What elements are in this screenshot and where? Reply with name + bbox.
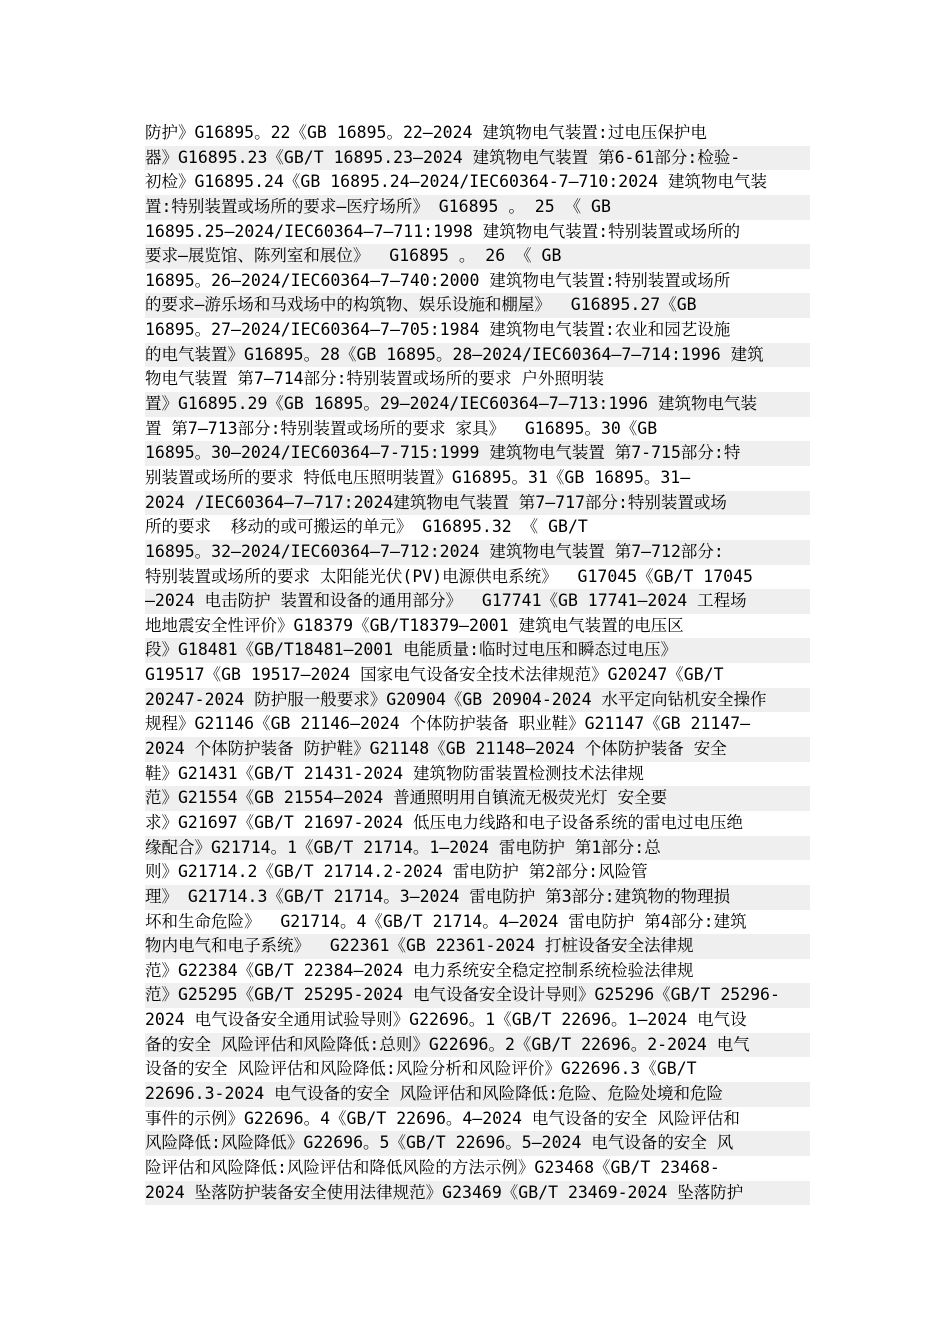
text-line: 置》G16895.29《GB 16895。29—2024/IEC60364—7—713:1996 建筑物电气装 [145, 392, 810, 417]
text-line: 的要求—游乐场和马戏场中的构筑物、娱乐设施和棚屋》 G16895.27《GB [145, 293, 810, 318]
text-line: 范》G22384《GB/T 22384—2024 电力系统安全稳定控制系统检验法律规 [145, 960, 694, 980]
text-line: 16895。32—2024/IEC60364—7—712:2024 建筑物电气装置 第7—712部分: [145, 540, 810, 565]
text-line: 范》G25295《GB/T 25295-2024 电气设备安全设计导则》G25296《GB/T 25296- [145, 983, 810, 1008]
text-line: 22696.3-2024 电气设备的安全 风险评估和风险降低:危险、危险处境和危险 [145, 1082, 810, 1107]
text-line: 物内电气和电子系统》 G22361《GB 22361-2024 打桩设备安全法律规 [145, 934, 810, 959]
text-line: 防护》G16895。22《GB 16895。22—2024 建筑物电气装置:过电压保护电 [145, 123, 707, 142]
text-line: 理》 G21714.3《GB/T 21714。3—2024 雷电防护 第3部分:建筑物的物理损 [145, 885, 810, 910]
text-line: 16895。27—2024/IEC60364—7—705:1984 建筑物电气装置:农业和园艺设施 [145, 320, 731, 340]
text-line: 置:特别装置或场所的要求–医疗场所》 G16895 。 25 《 GB [145, 195, 810, 220]
text-line: 20247-2024 防护服一般要求》G20904《GB 20904-2024 水平定向钻机安全操作 [145, 688, 810, 713]
text-line: 初检》G16895.24《GB 16895.24—2024/IEC60364-7—710:2024 建筑物电气装 [145, 172, 767, 192]
text-line: 险评估和风险降低:风险评估和降低风险的方法示例》G23468《GB/T 23468- [145, 1157, 720, 1177]
text-line: 要求—展览馆、陈列室和展位》 G16895 。 26 《 GB [145, 244, 810, 269]
text-line: 鞋》G21431《GB/T 21431-2024 建筑物防雷装置检测技术法律规 [145, 763, 645, 783]
text-line: 坏和生命危险》 G21714。4《GB/T 21714。4—2024 雷电防护 第4部分:建筑 [145, 911, 747, 931]
text-line: 2024 /IEC60364—7—717:2024建筑物电气装置 第7—717部分:特别装置或场 [145, 491, 810, 516]
text-line: 规程》G21146《GB 21146—2024 个体防护装备 职业鞋》G21147《GB 21147— [145, 714, 751, 734]
text-line: 的电气装置》G16895。28《GB 16895。28—2024/IEC60364—7—714:1996 建筑 [145, 343, 810, 368]
text-line: 设备的安全 风险评估和风险降低:风险分析和风险评价》G22696.3《GB/T [145, 1059, 697, 1079]
text-line: 2024 个体防护装备 防护鞋》G21148《GB 21148—2024 个体防护装备 安全 [145, 737, 810, 762]
text-line: 风险降低:风险降低》G22696。5《GB/T 22696。5—2024 电气设备的安全 风 [145, 1131, 810, 1156]
text-line: 求》G21697《GB/T 21697-2024 低压电力线路和电子设备系统的雷电过电压绝 [145, 812, 744, 832]
text-line: 范》G21554《GB 21554—2024 普通照明用自镇流无极荧光灯 安全要 [145, 786, 810, 811]
text-line: 16895。30—2024/IEC60364—7-715:1999 建筑物电气装置 第7-715部分:特 [145, 441, 810, 466]
text-line: 16895.25—2024/IEC60364—7—711:1998 建筑物电气装置:特别装置或场所的 [145, 221, 741, 241]
text-line: 物电气装置 第7—714部分:特别装置或场所的要求 户外照明装 [145, 369, 604, 389]
text-line: 段》G18481《GB/T18481—2001 电能质量:临时过电压和瞬态过电压》 [145, 638, 810, 663]
text-line: 别装置或场所的要求 特低电压照明装置》G16895。31《GB 16895。31— [145, 467, 691, 487]
text-line: 则》G21714.2《GB/T 21714.2-2024 雷电防护 第2部分:风险管 [145, 862, 648, 882]
text-line: 2024 电气设备安全通用试验导则》G22696。1《GB/T 22696。1—2024 电气设 [145, 1010, 747, 1030]
text-line: 置 第7—713部分:特别装置或场所的要求 家具》 G16895。30《GB [145, 418, 658, 438]
document-text-body [145, 121, 810, 1205]
text-line: 缘配合》G21714。1《GB/T 21714。1—2024 雷电防护 第1部分:总 [145, 836, 810, 861]
text-line: 备的安全 风险评估和风险降低:总则》G22696。2《GB/T 22696。2-2024 电气 [145, 1033, 810, 1058]
text-line: 特别装置或场所的要求 太阳能光伏(PV)电源供电系统》 G17045《GB/T 17045 [145, 566, 753, 586]
text-line: 所的要求 移动的或可搬运的单元》 G16895.32 《 GB/T [145, 517, 588, 537]
text-line: 2024 坠落防护装备安全使用法律规范》G23469《GB/T 23469-2024 坠落防护 [145, 1181, 810, 1206]
text-line: 事件的示例》G22696。4《GB/T 22696。4—2024 电气设备的安全 风险评估和 [145, 1108, 740, 1128]
text-line: 地地震安全性评价》G18379《GB/T18379—2001 建筑电气装置的电压区 [145, 615, 684, 635]
text-line: —2024 电击防护 装置和设备的通用部分》 G17741《GB 17741—2024 工程场 [145, 589, 810, 614]
text-line: G19517《GB 19517—2024 国家电气设备安全技术法律规范》G20247《GB/T [145, 665, 724, 685]
text-line: 16895。26—2024/IEC60364—7—740:2000 建筑物电气装置:特别装置或场所 [145, 270, 731, 290]
text-line: 器》G16895.23《GB/T 16895.23—2024 建筑物电气装置 第6-61部分:检验- [145, 146, 810, 171]
